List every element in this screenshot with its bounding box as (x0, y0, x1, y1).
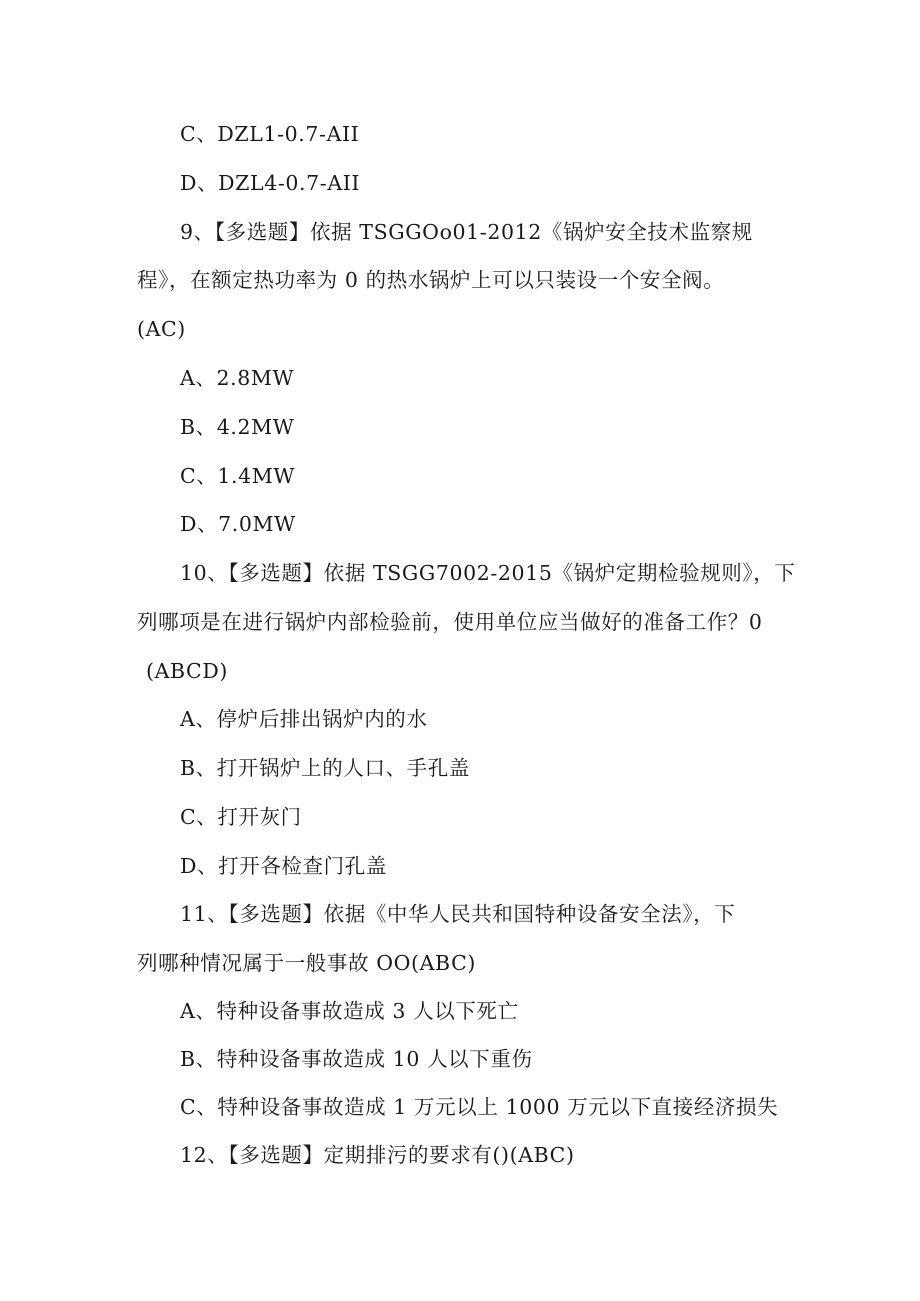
q9-option-a: A、2.8MW (180, 366, 295, 390)
q11-question-line1: 11、【多选题】依据《中华人民共和国特种设备安全法》，下 (180, 902, 736, 926)
q10-option-c: C、打开灰门 (180, 805, 302, 829)
q9-question-line1: 9、【多选题】依据 TSGGOo01-2012《锅炉安全技术监察规 (180, 220, 753, 244)
q9-question-line2: 程》，在额定热功率为 0 的热水锅炉上可以只装设一个安全阀。 (137, 268, 725, 292)
q10-question-line2: 列哪项是在进行锅炉内部检验前，使用单位应当做好的准备工作？0 (137, 610, 763, 634)
q8-option-c: C、DZL1-0.7-AII (180, 122, 360, 146)
q9-option-d: D、7.0MW (180, 512, 296, 536)
q11-option-b: B、特种设备事故造成 10 人以下重伤 (180, 1047, 533, 1071)
q11-option-c: C、特种设备事故造成 1 万元以上 1000 万元以下直接经济损失 (180, 1095, 779, 1119)
q11-question-line2: 列哪种情况属于一般事故 OO(ABC) (137, 951, 476, 975)
q10-option-a: A、停炉后排出锅炉内的水 (180, 707, 428, 731)
q12-question-line1: 12、【多选题】定期排污的要求有()(ABC) (180, 1143, 575, 1167)
q10-question-line1: 10、【多选题】依据 TSGG7002-2015《锅炉定期检验规则》，下 (180, 561, 796, 585)
q9-option-c: C、1.4MW (180, 464, 296, 488)
q10-answer: (ABCD) (146, 659, 228, 683)
q10-option-b: B、打开锅炉上的人口、手孔盖 (180, 756, 470, 780)
q8-option-d: D、DZL4-0.7-AII (180, 171, 361, 195)
q11-option-a: A、特种设备事故造成 3 人以下死亡 (180, 999, 519, 1023)
q9-option-b: B、4.2MW (180, 415, 295, 439)
q9-answer: (AC) (137, 317, 186, 341)
q10-option-d: D、打开各检查门孔盖 (180, 854, 387, 878)
